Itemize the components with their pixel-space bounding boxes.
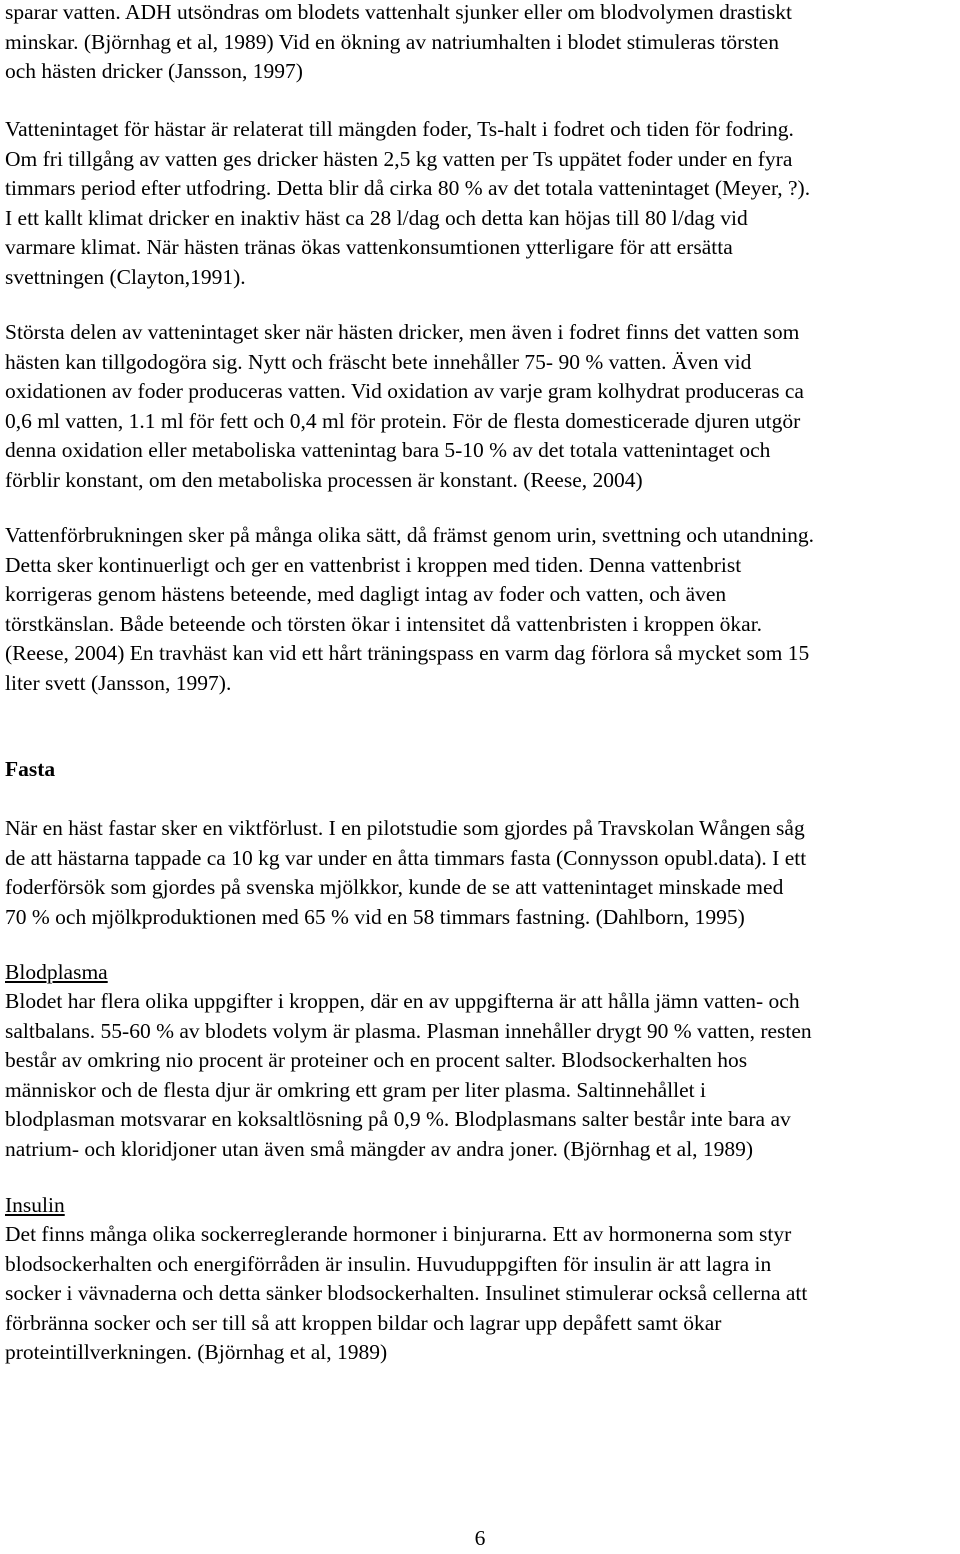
text-line: timmars period efter utfodring. Detta blir då cirka 80 % av det totala vattenintaget (Meyer, ?). xyxy=(5,176,811,200)
text-line: liter svett (Jansson, 1997). xyxy=(5,670,232,695)
section-heading-fasta: Fasta xyxy=(5,757,56,781)
text-line: proteintillverkningen. (Björnhag et al, 1989) xyxy=(5,1340,388,1364)
text-line: korrigeras genom hästens beteende, med dagligt intag av foder och vatten, och även xyxy=(5,582,727,606)
paragraph-water-intake xyxy=(5,115,810,292)
text-line: varmare klimat. När hästen tränas ökas vattenkonsumtionen ytterligare för att ersätta xyxy=(5,235,733,259)
text-line: Vattenförbrukningen sker på många olika sätt, då främst genom urin, svettning och utandning. xyxy=(5,523,815,547)
text-line: I ett kallt klimat dricker en inaktiv häst ca 28 l/dag och detta kan höjas till 80 l/dag vid xyxy=(5,205,748,230)
text-line: och hästen dricker (Jansson, 1997) xyxy=(5,59,303,83)
subheading-blodplasma: Blodplasma xyxy=(5,960,108,984)
text-line: förbränna socker och ser till så att kroppen bildar och lagrar upp depåfett samt ökar xyxy=(5,1310,722,1335)
subheading-insulin: Insulin xyxy=(5,1193,65,1217)
text-line: består av omkring nio procent är proteiner och en procent salter. Blodsockerhalten hos xyxy=(5,1048,748,1072)
text-line: Det finns många olika sockerreglerande hormoner i binjurarna. Ett av hormonerna som styr xyxy=(5,1222,792,1246)
text-line: Blodet har flera olika uppgifter i kroppen, där en av uppgifterna är att hålla jämn vatten- och xyxy=(5,989,800,1013)
text-line: saltbalans. 55-60 % av blodets volym är plasma. Plasman innehåller drygt 90 % vatten, resten xyxy=(5,1018,812,1043)
paragraph-blodplasma xyxy=(5,987,812,1164)
text-line: Detta sker kontinuerligt och ger en vattenbrist i kroppen med tiden. Denna vattenbrist xyxy=(5,552,742,577)
text-line: minskar. (Björnhag et al, 1989) Vid en ökning av natriumhalten i blodet stimuleras törsten xyxy=(5,29,779,54)
text-line: 0,6 ml vatten, 1.1 ml för fett och 0,4 ml för protein. För de flesta domesticerade djuren utgör xyxy=(5,408,801,433)
text-line: hästen kan tillgodogöra sig. Nytt och fräscht bete innehåller 75- 90 % vatten. Även vid xyxy=(5,349,752,374)
paragraph-fasta xyxy=(5,814,806,932)
text-line: Om fri tillgång av vatten ges dricker hästen 2,5 kg vatten per Ts uppätet foder under en fyra xyxy=(5,146,793,171)
text-line: de att hästarna tappade ca 10 kg var under en åtta timmars fasta (Connysson opubl.data). I ett xyxy=(5,845,807,870)
page-number: 6 xyxy=(474,1526,486,1550)
text-line: denna oxidation eller metaboliska vattenintag bara 5-10 % av det totala vattenintaget och xyxy=(5,438,771,462)
text-line: socker i vävnaderna och detta sänker blodsockerhalten. Insulinet stimulerar också cellerna att xyxy=(5,1281,808,1305)
paragraph-adh xyxy=(5,0,792,87)
text-line: blodsockerhalten och energiförråden är insulin. Huvuduppgiften för insulin är att lagra in xyxy=(5,1251,772,1276)
text-line: oxidationen av foder produceras vatten. Vid oxidation av varje gram kolhydrat produceras ca xyxy=(5,379,804,403)
text-line: När en häst fastar sker en viktförlust. I en pilotstudie som gjordes på Travskolan Wången såg xyxy=(5,816,805,840)
paragraph-insulin xyxy=(5,1220,807,1368)
text-line: 70 % och mjölkproduktionen med 65 % vid en 58 timmars fastning. (Dahlborn, 1995) xyxy=(5,904,745,929)
text-line: svettningen (Clayton,1991). xyxy=(5,264,246,289)
text-line: sparar vatten. ADH utsöndras om blodets vattenhalt sjunker eller om blodvolymen drastiskt xyxy=(5,0,792,24)
text-line: törstkänslan. Både beteende och törsten ökar i intensitet då vattenbristen i kroppen ökar. xyxy=(5,611,763,636)
text-line: Största delen av vattenintaget sker när hästen dricker, men även i fodret finns det vatten som xyxy=(5,320,800,344)
paragraph-water-sources xyxy=(5,318,804,495)
text-line: natrium- och kloridjoner utan även små mängder av andra joner. (Björnhag et al, 1989) xyxy=(5,1136,754,1161)
text-line: Vattenintaget för hästar är relaterat till mängden foder, Ts-halt i fodret och tiden för fodring. xyxy=(5,117,794,141)
paragraph-water-consumption xyxy=(5,521,814,698)
text-line: förblir konstant, om den metaboliska processen är konstant. (Reese, 2004) xyxy=(5,467,643,492)
text-line: blodplasman motsvarar en koksaltlösning på 0,9 %. Blodplasmans salter består inte bara av xyxy=(5,1107,791,1131)
text-line: (Reese, 2004) En travhäst kan vid ett hårt träningspass en varm dag förlora så mycket som 15 xyxy=(5,641,810,665)
text-line: människor och de flesta djur är omkring ett gram per liter plasma. Saltinnehållet i xyxy=(5,1077,706,1102)
text-line: foderförsök som gjordes på svenska mjölkkor, kunde de se att vattenintaget minskade med xyxy=(5,875,784,899)
